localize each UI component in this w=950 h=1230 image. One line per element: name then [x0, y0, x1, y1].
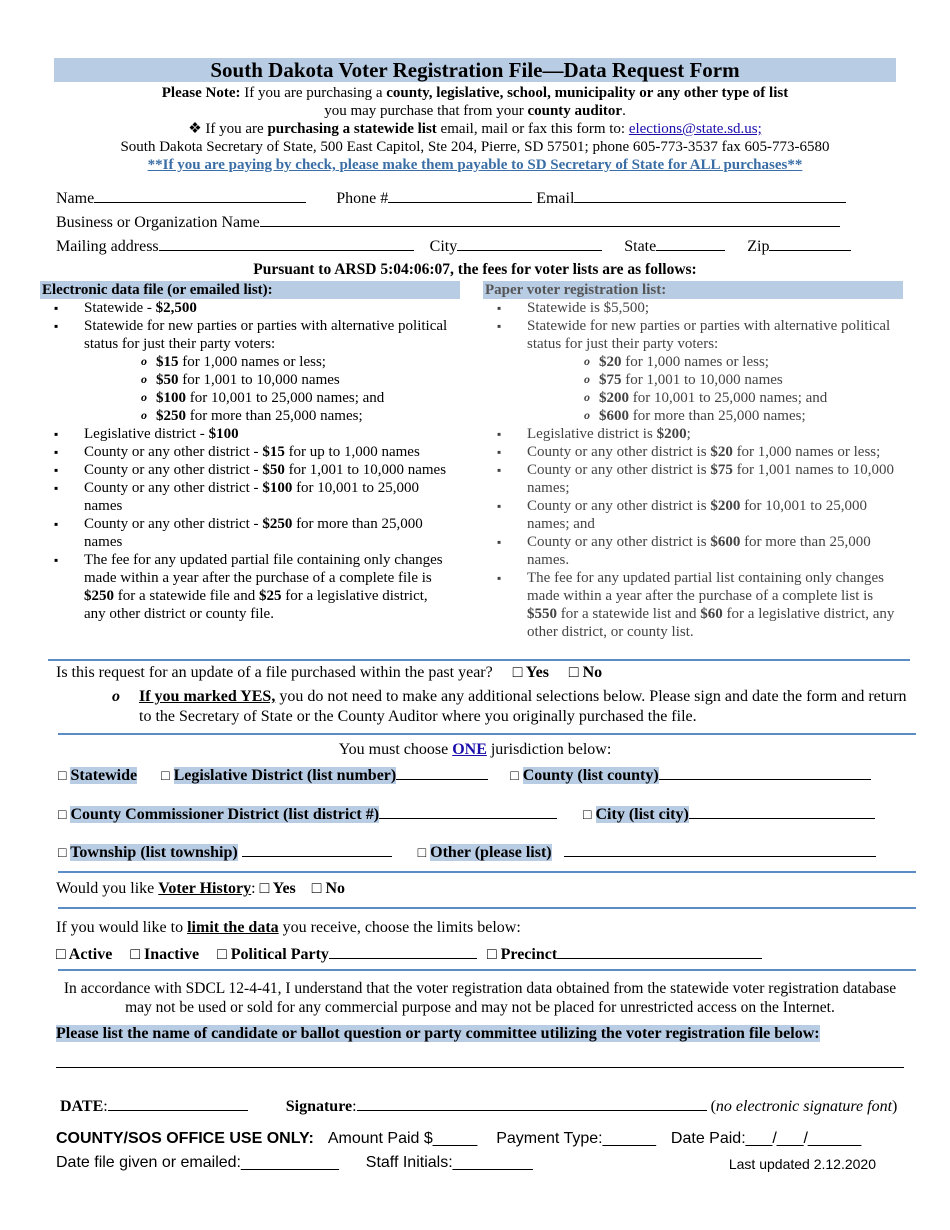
legislative-field[interactable] [396, 765, 488, 780]
list-item: ▪ Statewide is $5,500; [483, 299, 903, 317]
note-block [54, 84, 896, 174]
list-item: ▪ The fee for any updated partial file containing only changes made within a year after the purchase of a complete file is $250 for a statewide file and $25 for a legislative district, any other district or county file. [40, 551, 452, 623]
business-field[interactable] [260, 212, 840, 227]
check-payable-note: **If you are paying by check, please make them payable to SD Secretary of State for ALL purchases** [147, 157, 803, 173]
divider [58, 871, 916, 873]
email-label: Email [536, 190, 575, 207]
other-checkbox[interactable]: □ Other (please list) [417, 844, 552, 861]
inactive-checkbox[interactable]: □ Inactive [130, 946, 200, 963]
county-checkbox[interactable]: □ County (list county) [510, 767, 659, 784]
list-item: o $15 for 1,000 names or less; [84, 353, 452, 371]
note-line-1: Please Note: If you are purchasing a county, legislative, school, municipality or any other type of list [161, 85, 789, 101]
state-label: State [624, 238, 657, 255]
voter-history: Would you like Voter History: □ Yes □ No [56, 880, 345, 897]
active-checkbox[interactable]: □ Active [56, 946, 113, 963]
signature-row: DATE: Signature: (no electronic signature font) [60, 1098, 898, 1115]
commissioner-field[interactable] [379, 804, 557, 819]
list-item: ▪ Statewide - $2,500 [40, 299, 452, 317]
email-link[interactable]: elections@state.sd.us; [628, 121, 762, 137]
electronic-column [40, 281, 460, 623]
address-line: South Dakota Secretary of State, 500 East Capitol, Ste 204, Pierre, SD 57501; phone 605-773-3537 fax 605-773-6580 [120, 139, 830, 155]
statewide-checkbox[interactable]: □ Statewide [58, 767, 138, 784]
commissioner-checkbox[interactable]: □ County Commissioner District (list district #) [58, 806, 380, 823]
electronic-heading: Electronic data file (or emailed list): [40, 281, 460, 299]
precinct-field[interactable] [557, 944, 762, 959]
list-item: ▪ County or any other district is $20 for 1,000 names or less; [483, 443, 903, 461]
list-item: ▪ County or any other district is $200 for 10,001 to 25,000 names; and [483, 497, 903, 533]
city-field[interactable] [457, 236, 602, 251]
signature-label: Signature [285, 1098, 353, 1115]
mailing-label: Mailing address [56, 238, 159, 255]
date-given-field[interactable]: Date file given or emailed:___________ [56, 1154, 339, 1171]
business-label: Business or Organization Name [56, 214, 260, 231]
update-question: Is this request for an update of a file purchased within the past year? □ Yes □ No [56, 664, 603, 681]
update-yes-checkbox[interactable]: □ Yes [512, 664, 549, 681]
county-field[interactable] [659, 765, 871, 780]
list-item: ▪ County or any other district - $250 for more than 25,000 names [40, 515, 452, 551]
paper-heading: Paper voter registration list: [483, 281, 903, 299]
divider [58, 969, 916, 971]
list-item: ▪ County or any other district - $15 for up to 1,000 names [40, 443, 452, 461]
legislative-checkbox[interactable]: □ Legislative District (list number) [161, 767, 397, 784]
form-title: South Dakota Voter Registration File—Data Request Form [54, 58, 896, 82]
history-no-checkbox[interactable]: □ No [311, 880, 345, 897]
jurisdiction-prompt: You must choose ONE jurisdiction below: [338, 741, 612, 758]
office-use-label: COUNTY/SOS OFFICE USE ONLY: [56, 1130, 314, 1147]
candidate-prompt: Please list the name of candidate or ballot question or party committee utilizing the voter registration file below: [56, 1025, 820, 1042]
candidate-field[interactable] [56, 1067, 904, 1068]
note-line-3: ❖ If you are purchasing a statewide list email, mail or fax this form to: elections@state.sd.us; [188, 121, 762, 137]
date-label: DATE [60, 1098, 104, 1115]
township-checkbox[interactable]: □ Township (list township) [58, 844, 238, 861]
date-paid-field[interactable]: Date Paid:___/___/______ [670, 1130, 862, 1147]
sub-bullet-icon: o [112, 688, 120, 705]
sdcl-statement: In accordance with SDCL 12-4-41, I understand that the voter registration data obtained from the statewide voter registration database may not be used or sold for any commercial purpose and may not be placed for unrestricted access on the Internet. [63, 980, 897, 1016]
city-checkbox[interactable]: □ City (list city) [583, 806, 689, 823]
paper-column [483, 281, 903, 641]
precinct-checkbox[interactable]: □ Precinct [486, 946, 558, 963]
other-field[interactable] [564, 842, 876, 857]
note-line-2: you may purchase that from your county auditor. [324, 103, 626, 119]
state-field[interactable] [656, 236, 725, 251]
list-item: o $200 for 10,001 to 25,000 names; and [527, 389, 903, 407]
fees-heading: Pursuant to ARSD 5:04:06:07, the fees for voter lists are as follows: [253, 261, 697, 278]
amount-paid-field[interactable]: Amount Paid $_____ [327, 1130, 478, 1147]
township-field[interactable] [242, 842, 392, 857]
jurisdiction-row-2 [58, 804, 918, 825]
payment-type-field[interactable]: Payment Type:______ [496, 1130, 657, 1147]
update-no-checkbox[interactable]: □ No [568, 664, 603, 681]
divider [48, 659, 910, 661]
office-use-row-2 [56, 1153, 876, 1173]
staff-initials-field[interactable]: Staff Initials:_________ [365, 1154, 533, 1171]
party-field[interactable] [329, 944, 477, 959]
list-item: ▪ Legislative district is $200; [483, 425, 903, 443]
divider [58, 907, 916, 909]
list-item: ▪ County or any other district - $100 for 10,001 to 25,000 names [40, 479, 452, 515]
name-label: Name [56, 190, 95, 207]
city-label: City [429, 238, 458, 255]
limit-options [56, 944, 916, 964]
list-item: o $20 for 1,000 names or less; [527, 353, 903, 371]
list-item: o $600 for more than 25,000 names; [527, 407, 903, 425]
list-item: o $100 for 10,001 to 25,000 names; and [84, 389, 452, 407]
list-item: ▪ County or any other district is $75 for 1,001 names to 10,000 names; [483, 461, 903, 497]
list-item: o $50 for 1,001 to 10,000 names [84, 371, 452, 389]
office-use-row-1 [56, 1129, 916, 1149]
update-instructions: o If you marked YES, you do not need to make any additional selections below. Please sign and date the form and return to the Secretary of State or the County Auditor where you originally purchased the file. [112, 688, 907, 725]
list-item: o $250 for more than 25,000 names; [84, 407, 452, 425]
list-item: ▪ Statewide for new parties or parties with alternative political status for just their party voters: o $15 for 1,000 names or less; o $50 for 1,001 to 10,000 names o $100 for 10,001 to 25,000 names; and o $250 for more than 25,000 names; [40, 317, 452, 425]
jurisdiction-row-1 [58, 765, 918, 786]
phone-label: Phone # [336, 190, 389, 207]
list-item: ▪ County or any other district - $50 for 1,001 to 10,000 names [40, 461, 452, 479]
list-item: ▪ Legislative district - $100 [40, 425, 452, 443]
list-item: ▪ The fee for any updated partial list containing only changes made within a year after the purchase of a complete list is $550 for a statewide list and $60 for a legislative district, any other district, or county list. [483, 569, 903, 641]
mailing-field[interactable] [159, 236, 414, 251]
limit-prompt: If you would like to limit the data you receive, choose the limits below: [56, 919, 521, 936]
date-field[interactable] [108, 1096, 248, 1111]
contact-fields [56, 188, 906, 260]
party-checkbox[interactable]: □ Political Party [217, 946, 329, 963]
name-field[interactable] [94, 188, 306, 203]
list-item: o $75 for 1,001 to 10,000 names [527, 371, 903, 389]
city-list-field[interactable] [689, 804, 875, 819]
signature-field[interactable] [357, 1096, 707, 1111]
list-item: ▪ County or any other district is $600 for more than 25,000 names. [483, 533, 903, 569]
jurisdiction-row-3 [58, 842, 918, 863]
last-updated: Last updated 2.12.2020 [728, 1156, 876, 1172]
zip-field[interactable] [769, 236, 851, 251]
history-yes-checkbox[interactable]: □ Yes [259, 880, 296, 897]
signature-note: no electronic signature font [715, 1098, 893, 1115]
phone-field[interactable] [388, 188, 532, 203]
email-field[interactable] [574, 188, 846, 203]
diamond-bullet-icon: ❖ [188, 121, 202, 137]
zip-label: Zip [747, 238, 770, 255]
divider [58, 733, 916, 735]
list-item: ▪ Statewide for new parties or parties with alternative political status for just their party voters: o $20 for 1,000 names or less; o $75 for 1,001 to 10,000 names o $200 for 10,001 to 25,000 names; and o $600 for more than 25,000 names; [483, 317, 903, 425]
